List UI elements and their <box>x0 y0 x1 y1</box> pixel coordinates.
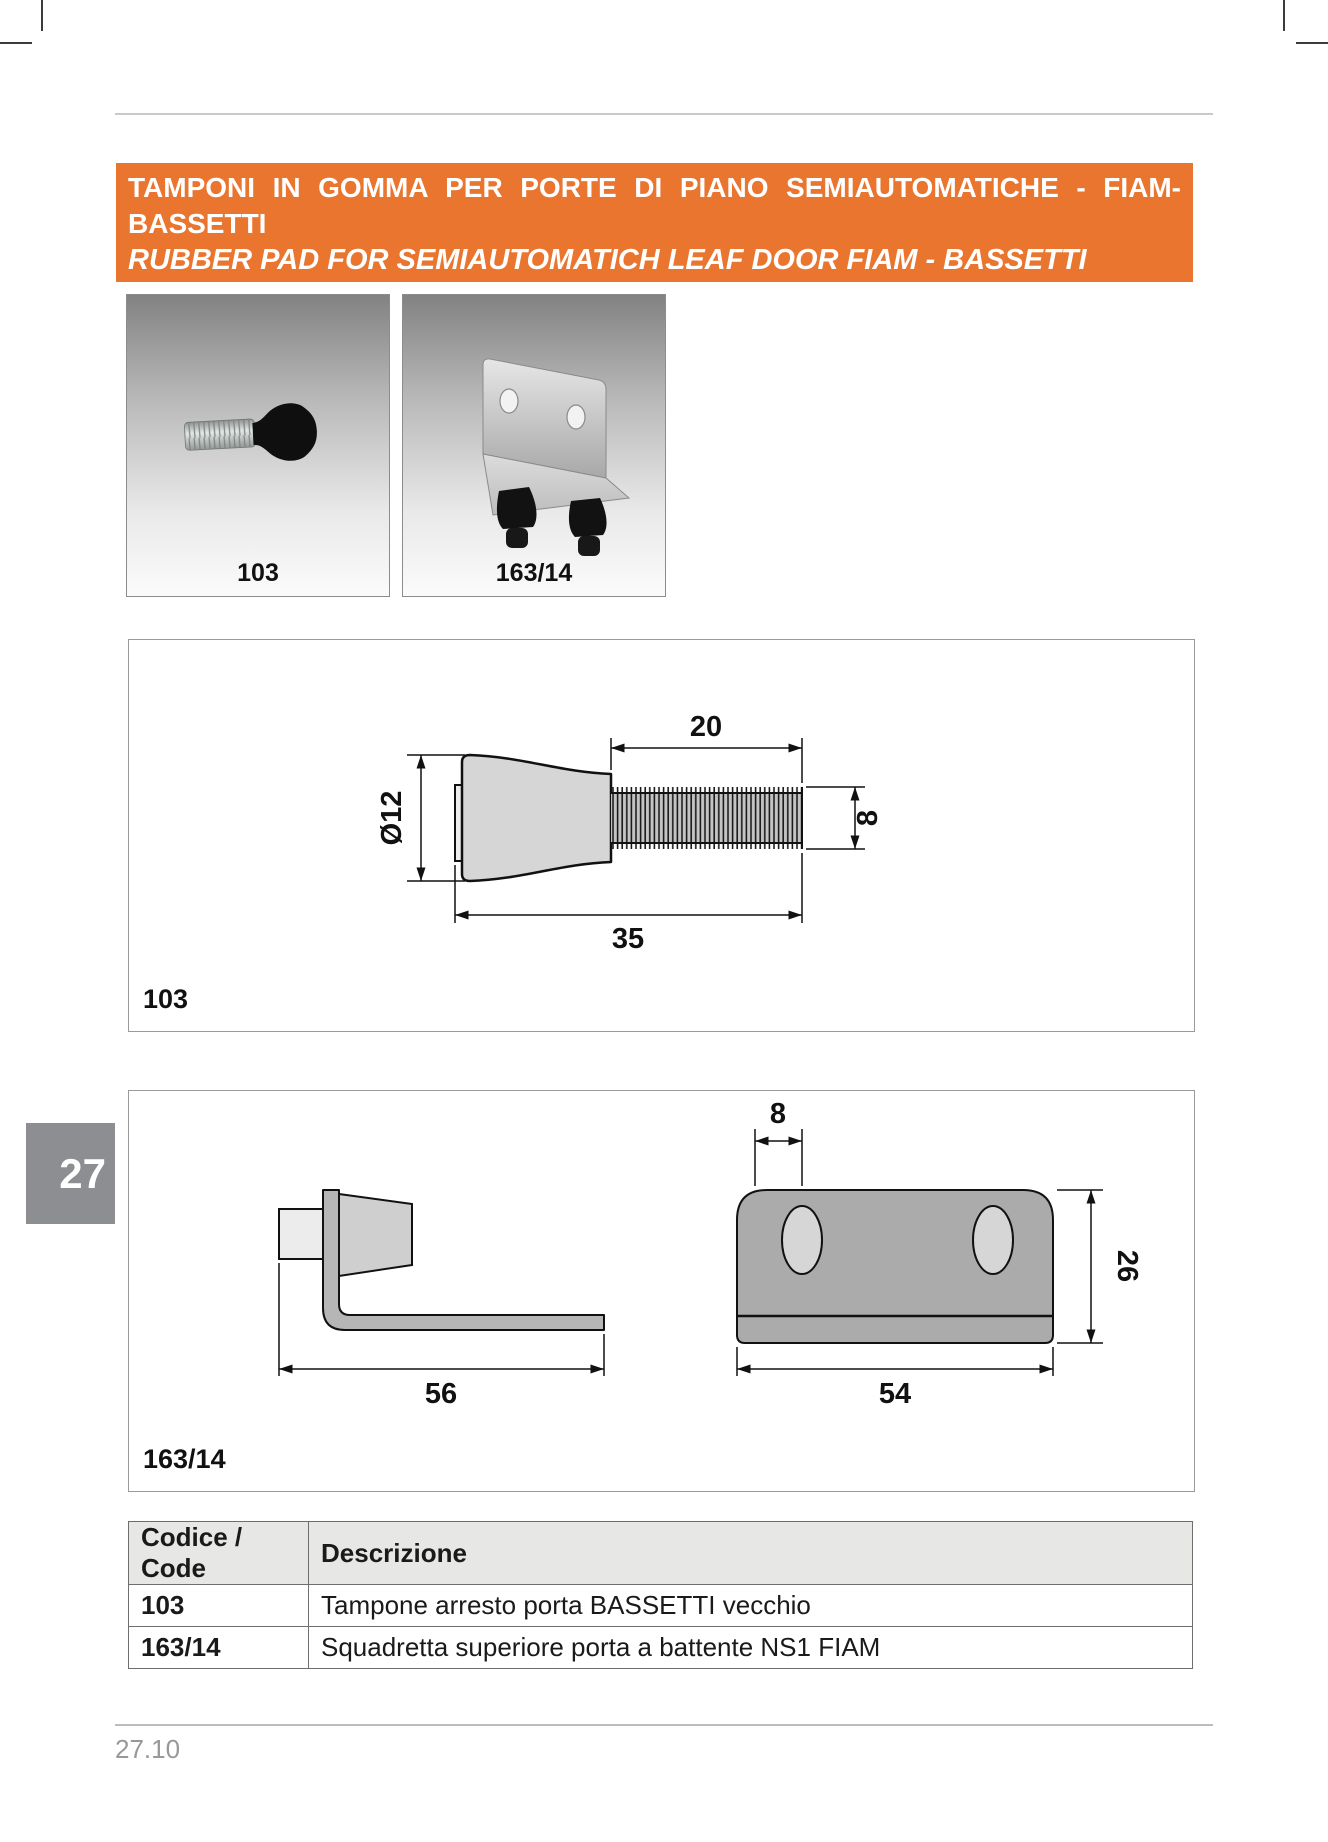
drawing-103-figure <box>129 640 1194 1031</box>
rubber-pad-shape <box>462 755 611 881</box>
page-tab-number: 27 <box>59 1149 106 1197</box>
hole-right <box>973 1206 1013 1274</box>
dim-label-side-length: 56 <box>424 1378 458 1410</box>
header-title-line1: TAMPONI IN GOMMA PER PORTE DI PIANO SEMIAUTOMATICHE - FIAM- <box>128 172 1181 203</box>
dim-label-front-length: 54 <box>878 1378 912 1410</box>
table-header-cell-code: Codice / Code <box>129 1522 309 1585</box>
hole-left <box>782 1206 822 1274</box>
crop-mark-top-right-horizontal <box>1296 42 1328 44</box>
technical-drawing-103 <box>128 639 1195 1032</box>
pad-tip-shape <box>279 1209 326 1259</box>
crop-mark-top-right-vertical <box>1283 0 1285 31</box>
top-rule <box>115 113 1213 115</box>
product-photo-card-163-14 <box>402 294 666 597</box>
header-title-line2: BASSETTI <box>128 208 267 239</box>
drawing-code-label: 103 <box>143 984 189 1014</box>
table-row <box>129 1627 1193 1669</box>
product-photo-163-14 <box>403 295 665 596</box>
table-header-cell-description: Descrizione <box>309 1522 1193 1585</box>
table-header-row <box>129 1522 1193 1585</box>
rod-threads <box>611 787 802 849</box>
cell-description: Tampone arresto porta BASSETTI vecchio <box>309 1585 1193 1627</box>
cell-code: 163/14 <box>129 1627 309 1669</box>
page-tab <box>26 1123 115 1224</box>
dim-label-diameter: Ø12 <box>376 790 408 846</box>
product-code-label: 163/14 <box>495 559 573 587</box>
product-photo-103 <box>127 295 389 596</box>
dim-label-height: 26 <box>1111 1249 1143 1283</box>
dim-label-thread-length: 20 <box>689 711 723 743</box>
table-row <box>129 1585 1193 1627</box>
crop-mark-top-left-horizontal <box>0 42 32 44</box>
pad-side-shape <box>339 1194 412 1276</box>
page-number-footer: 27.10 <box>115 1734 181 1764</box>
dim-label-thread-diameter: 8 <box>852 809 884 827</box>
cell-code: 103 <box>129 1585 309 1627</box>
drawing-163-14-figure <box>129 1091 1194 1491</box>
footer-rule <box>115 1724 1213 1726</box>
drawing-code-label: 163/14 <box>143 1444 226 1474</box>
technical-drawing-163-14 <box>128 1090 1195 1492</box>
cell-description: Squadretta superiore porta a battente NS1 FIAM <box>309 1627 1193 1669</box>
crop-mark-top-left-vertical <box>41 0 43 31</box>
product-code-label: 103 <box>237 559 279 587</box>
product-photo-card-103 <box>126 294 390 597</box>
dim-label-hole-offset: 8 <box>769 1098 787 1130</box>
header-banner <box>116 163 1193 282</box>
parts-table <box>128 1521 1193 1669</box>
header-subtitle: RUBBER PAD FOR SEMIAUTOMATICH LEAF DOOR FIAM - BASSETTI <box>128 244 1087 276</box>
dim-label-total-length: 35 <box>611 923 645 955</box>
